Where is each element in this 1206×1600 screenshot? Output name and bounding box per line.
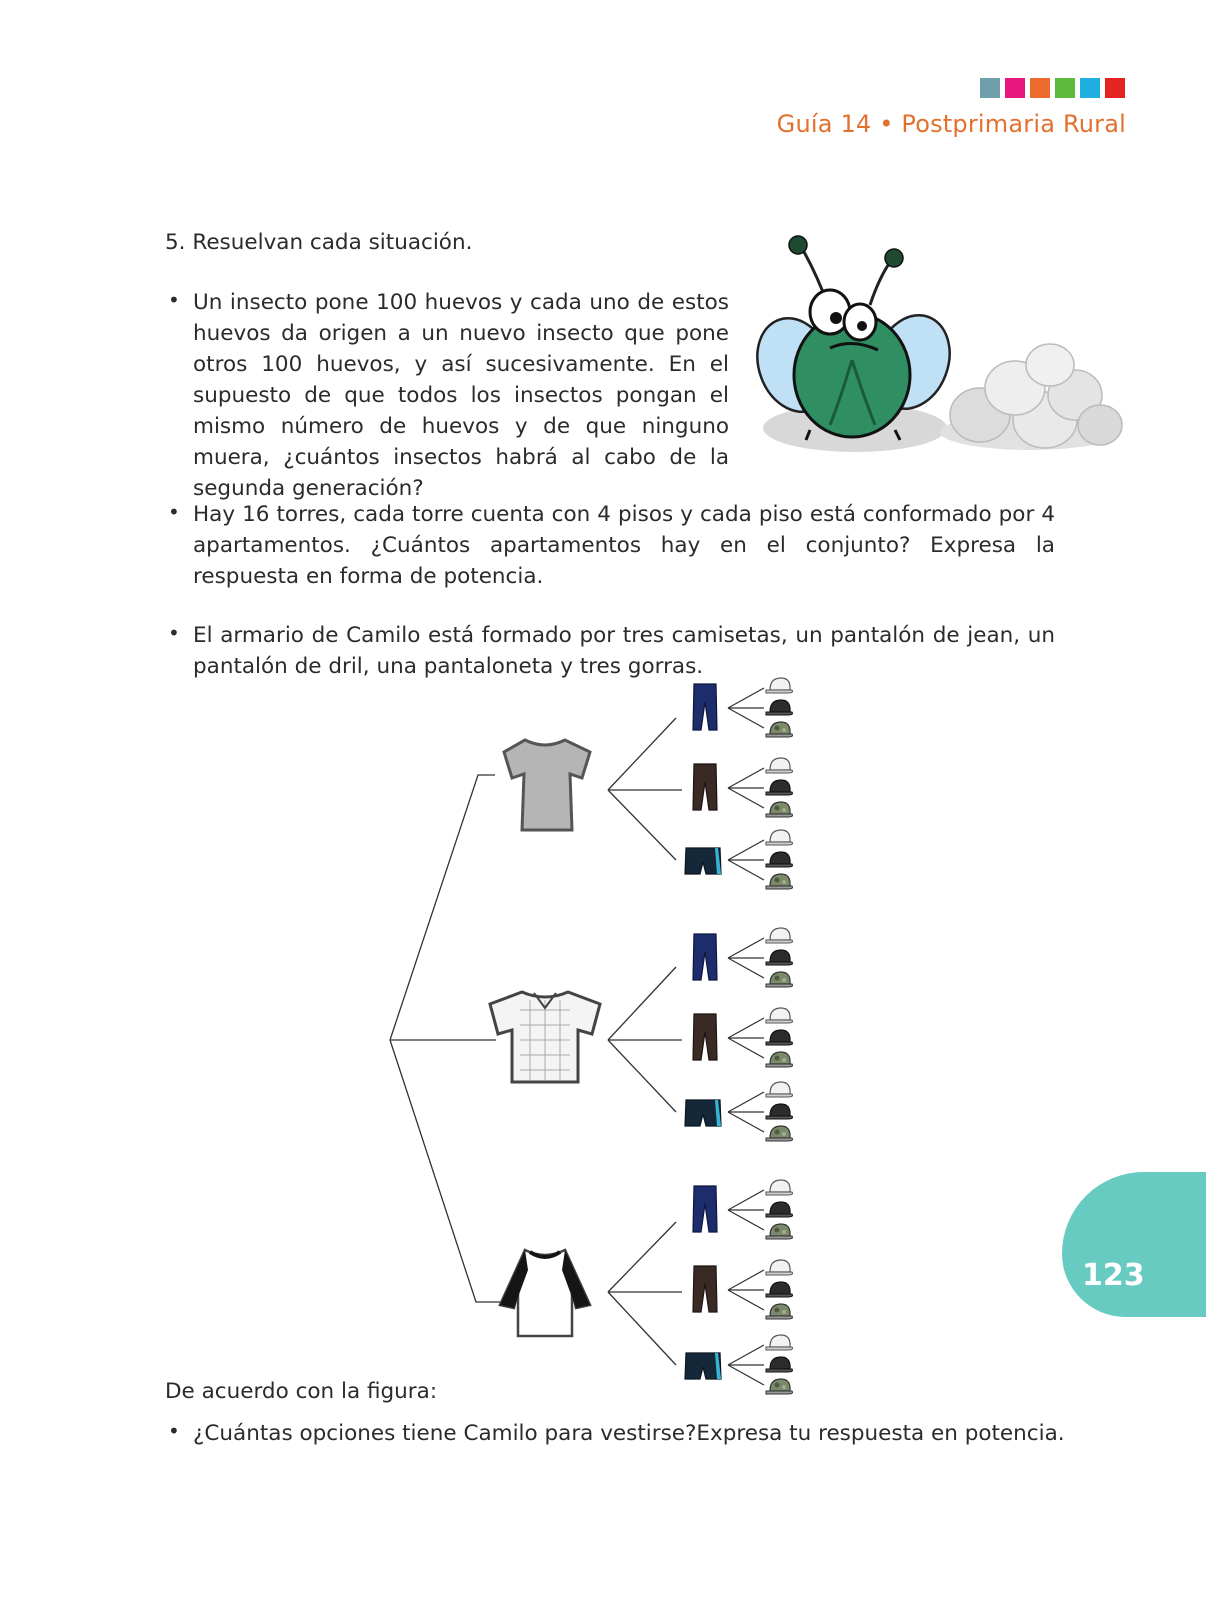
drill-pants-icon <box>693 764 717 810</box>
drill-pants-icon <box>693 1014 717 1060</box>
cap-branch-line <box>728 1092 764 1112</box>
gray-tshirt-icon <box>504 740 590 830</box>
shorts-icon <box>685 848 721 874</box>
camo-cap-icon <box>766 802 793 817</box>
cap-branch-line <box>728 788 764 808</box>
branch-checkered-tshirt <box>685 934 721 1126</box>
question-outfits: ¿Cuántas opciones tiene Camilo para vestirse?Expresa tu respuesta en potencia. <box>193 1421 1065 1446</box>
camo-cap-icon <box>766 1126 793 1141</box>
cap-icons <box>766 678 793 1394</box>
black-cap-icon <box>766 1282 793 1297</box>
camo-cap-icon <box>766 1224 793 1239</box>
shorts-icon <box>685 1100 721 1126</box>
white-cap-icon <box>766 928 793 943</box>
cap-branch-line <box>728 1365 764 1385</box>
white-cap-icon <box>766 1082 793 1097</box>
cap-branch-line <box>728 1038 764 1058</box>
white-cap-icon <box>766 1260 793 1275</box>
cap-branch-line <box>728 1290 764 1310</box>
cap-branch-line <box>728 1112 764 1132</box>
black-cap-icon <box>766 1104 793 1119</box>
camo-cap-icon <box>766 1304 793 1319</box>
bullet: • <box>168 1419 180 1443</box>
eggs-illustration <box>940 344 1122 450</box>
camo-cap-icon <box>766 1379 793 1394</box>
cap-branch-line <box>728 1210 764 1230</box>
cap-branch-line <box>728 688 764 708</box>
cap-branch-line <box>728 958 764 978</box>
bug-illustration <box>745 236 962 452</box>
black-cap-icon <box>766 1030 793 1045</box>
black-cap-icon <box>766 950 793 965</box>
branch-gray-tshirt <box>685 684 721 874</box>
cap-branches <box>728 688 764 1385</box>
camo-cap-icon <box>766 722 793 737</box>
cap-branch-line <box>728 1345 764 1365</box>
camo-cap-icon <box>766 972 793 987</box>
page-number: 123 <box>1082 1258 1145 1293</box>
checkered-tshirt-icon <box>490 992 600 1082</box>
bullet: • <box>168 621 180 645</box>
camo-cap-icon <box>766 874 793 889</box>
bullet: • <box>168 500 180 524</box>
shorts-icon <box>685 1353 721 1379</box>
black-cap-icon <box>766 852 793 867</box>
black-cap-icon <box>766 700 793 715</box>
camo-cap-icon <box>766 1052 793 1067</box>
cap-branch-line <box>728 1018 764 1038</box>
cap-branch-line <box>728 1190 764 1210</box>
white-cap-icon <box>766 1335 793 1350</box>
item-insects: Un insecto pone 100 huevos y cada uno de estos huevos da origen a un nuevo insecto que pone otros 100 huevos, y así sucesivamente. En el supuesto de que todos los insectos pongan el mismo número de huevos y de que ninguno muera, ¿cuántos insectos habrá al cabo de la segunda generación? <box>193 290 729 501</box>
white-cap-icon <box>766 758 793 773</box>
raglan-tshirt-icon <box>500 1250 590 1336</box>
white-cap-icon <box>766 678 793 693</box>
drill-pants-icon <box>693 1266 717 1312</box>
cap-branch-line <box>728 938 764 958</box>
jean-pants-icon <box>693 1186 717 1232</box>
cap-branch-line <box>728 768 764 788</box>
branch-raglan-tshirt <box>685 1186 721 1379</box>
bullet: • <box>168 288 180 312</box>
exercise-heading: 5. Resuelvan cada situación. <box>165 230 473 255</box>
cap-branch-line <box>728 840 764 860</box>
black-cap-icon <box>766 1202 793 1217</box>
item-wardrobe: El armario de Camilo está formado por tres camisetas, un pantalón de jean, un pantalón de dril, una pantaloneta y tres gorras. <box>193 623 1055 679</box>
jean-pants-icon <box>693 684 717 730</box>
jean-pants-icon <box>693 934 717 980</box>
white-cap-icon <box>766 1180 793 1195</box>
cap-branch-line <box>728 708 764 728</box>
white-cap-icon <box>766 830 793 845</box>
cap-branch-line <box>728 860 764 880</box>
cap-branch-line <box>728 1270 764 1290</box>
white-cap-icon <box>766 1008 793 1023</box>
black-cap-icon <box>766 1357 793 1372</box>
black-cap-icon <box>766 780 793 795</box>
figure-intro: De acuerdo con la figura: <box>165 1379 438 1404</box>
item-towers: Hay 16 torres, cada torre cuenta con 4 pisos y cada piso está conformado por 4 apartamentos. ¿Cuántos apartamentos hay en el conjunto? Expresa la respuesta en forma de potencia. <box>193 502 1055 589</box>
guide-title: Guía 14 • Postprimaria Rural <box>776 110 1126 138</box>
